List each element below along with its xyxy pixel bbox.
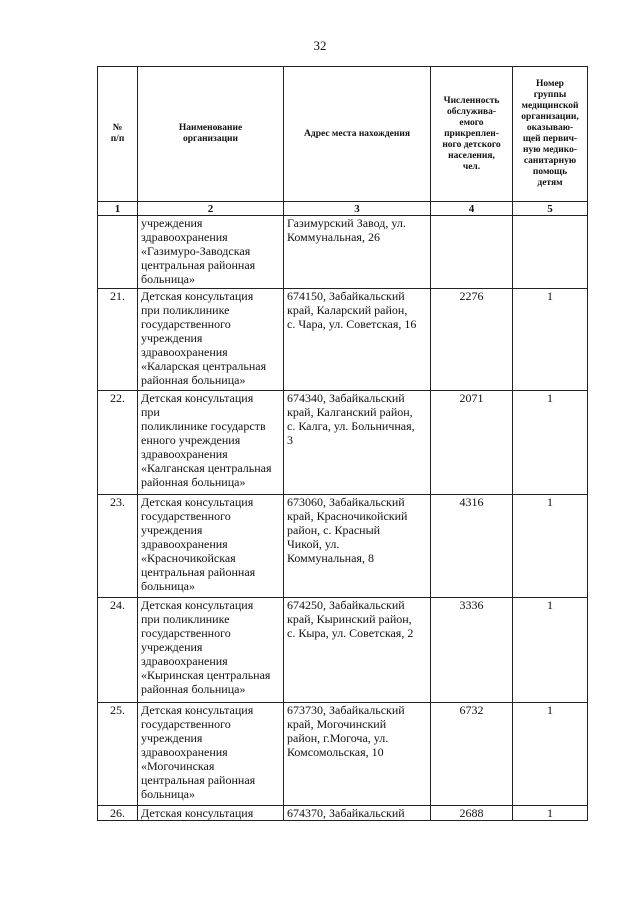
group-number: 1 (513, 703, 588, 806)
group-number: 1 (513, 806, 588, 821)
organization-name: учреждения здравоохранения «Газимуро-Заводская центральная районная больница» (138, 216, 284, 289)
column-number: 2 (138, 202, 284, 216)
population-count: 2071 (431, 391, 513, 495)
organization-name: Детская консультация при поликлинике государственного учреждения здравоохранения «Каларская центральная районная больница» (138, 289, 284, 391)
organization-name: Детская консультация государственного учреждения здравоохранения «Красночикойская центральная районная больница» (138, 495, 284, 598)
column-number: 3 (284, 202, 431, 216)
column-number: 4 (431, 202, 513, 216)
group-number: 1 (513, 598, 588, 703)
organization-address: 674340, Забайкальский край, Калганский район, с. Калга, ул. Больничная, 3 (284, 391, 431, 495)
page-number: 32 (313, 38, 327, 53)
organization-address: 674370, Забайкальский (284, 806, 431, 821)
header-number: № п/п (98, 67, 138, 202)
organization-address: Газимурский Завод, ул. Коммунальная, 26 (284, 216, 431, 289)
row-number: 26. (98, 806, 138, 821)
organization-address: 674150, Забайкальский край, Каларский район, с. Чара, ул. Советская, 16 (284, 289, 431, 391)
header-group-number: Номер группы медицинской организации, оказываю- щей первич- ную медико- санитарную помощь детям (513, 67, 588, 202)
organization-name: Детская консультация при поликлинике государств енного учреждения здравоохранения «Калганская центральная районная больница» (138, 391, 284, 495)
header-population-count: Численность обслужива- емого прикреплен- ного детского населения, чел. (431, 67, 513, 202)
table-row (98, 289, 588, 391)
group-number: 1 (513, 391, 588, 495)
organizations-table (97, 66, 588, 821)
row-number: 24. (98, 598, 138, 703)
organization-name: Детская консультация при поликлинике государственного учреждения здравоохранения «Кыринская центральная районная больница» (138, 598, 284, 703)
table-row (98, 806, 588, 821)
population-count: 6732 (431, 703, 513, 806)
column-number: 1 (98, 202, 138, 216)
header-organization-name: Наименование организации (138, 67, 284, 202)
table-row (98, 216, 588, 289)
row-number (98, 216, 138, 289)
table-row (98, 703, 588, 806)
group-number: 1 (513, 289, 588, 391)
row-number: 25. (98, 703, 138, 806)
column-numbers-row (98, 202, 588, 216)
table-header-row (98, 67, 588, 202)
population-count: 3336 (431, 598, 513, 703)
row-number: 22. (98, 391, 138, 495)
table-row (98, 391, 588, 495)
organization-address: 674250, Забайкальский край, Кыринский район, с. Кыра, ул. Советская, 2 (284, 598, 431, 703)
row-number: 21. (98, 289, 138, 391)
population-count (431, 216, 513, 289)
group-number (513, 216, 588, 289)
group-number: 1 (513, 495, 588, 598)
organization-name: Детская консультация государственного учреждения здравоохранения «Могочинская центральная районная больница» (138, 703, 284, 806)
population-count: 4316 (431, 495, 513, 598)
table-row (98, 598, 588, 703)
organization-address: 673060, Забайкальский край, Красночикойский район, с. Красный Чикой, ул. Коммунальная, 8 (284, 495, 431, 598)
population-count: 2688 (431, 806, 513, 821)
column-number: 5 (513, 202, 588, 216)
organization-address: 673730, Забайкальский край, Могочинский район, г.Могоча, ул. Комсомольская, 10 (284, 703, 431, 806)
population-count: 2276 (431, 289, 513, 391)
table-row (98, 495, 588, 598)
organization-name: Детская консультация (138, 806, 284, 821)
header-address: Адрес места нахождения (284, 67, 431, 202)
row-number: 23. (98, 495, 138, 598)
